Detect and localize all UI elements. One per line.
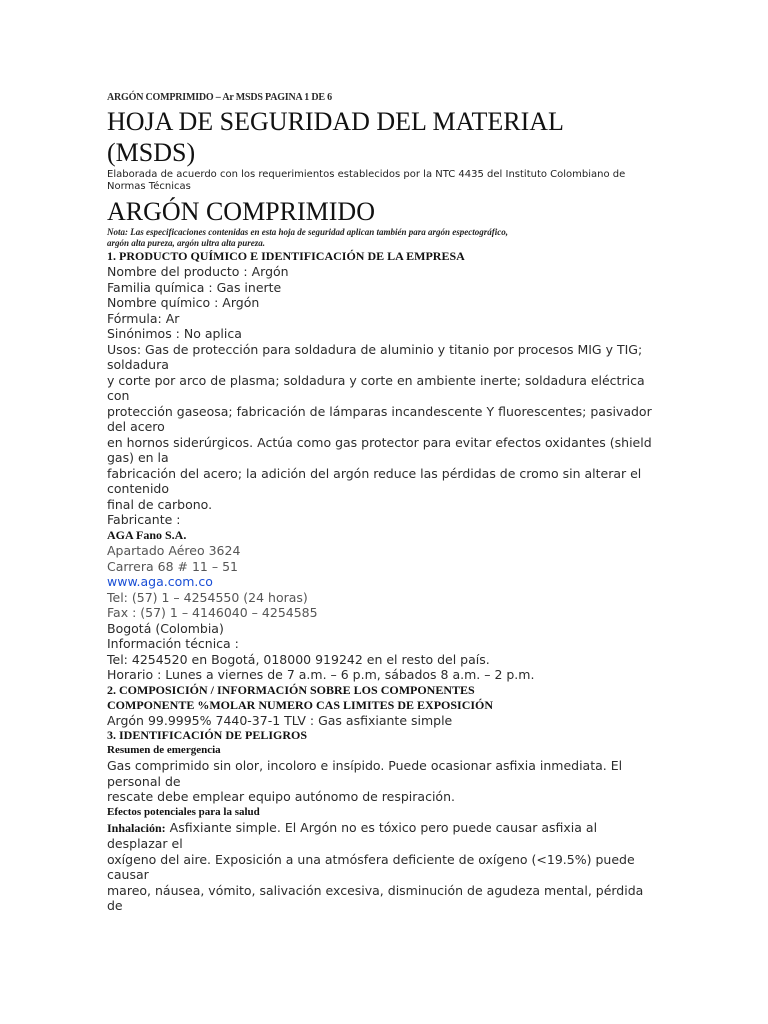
text-line: con	[107, 388, 130, 403]
inhalation-line: causar	[107, 867, 149, 882]
section-2-row: Argón 99.9995% 7440-37-1 TLV : Gas asfixiante simple	[107, 712, 453, 728]
text-line: Nombre químico : Argón	[107, 295, 260, 310]
msds-page	[107, 92, 667, 914]
text-line: Usos: Gas de protección para soldadura de aluminio y titanio por procesos MIG y TIG;	[107, 341, 643, 357]
text-line: del acero	[107, 419, 165, 434]
section-1-heading: 1. PRODUCTO QUÍMICO E IDENTIFICACIÓN DE LA EMPRESA	[107, 249, 465, 263]
text-line: contenido	[107, 481, 170, 496]
note-line-1: Las especificaciones contenidas en esta hoja de seguridad aplican también para argón espectográfico,	[128, 227, 508, 237]
text-line: Sinónimos : No aplica	[107, 326, 242, 341]
emergency-summary-heading: Resumen de emergencia	[107, 744, 221, 756]
text-line: en hornos siderúrgicos. Actúa como gas protector para evitar efectos oxidantes (shield	[107, 434, 652, 450]
section-2-heading: 2. COMPOSICIÓN / INFORMACIÓN SOBRE LOS COMPONENTES	[107, 682, 475, 697]
address-line: Apartado Aéreo 3624	[107, 543, 241, 558]
text-line: Fabricante :	[107, 512, 181, 527]
summary-line: personal de	[107, 773, 181, 789]
text-line: protección gaseosa; fabricación de lámparas incandescente Y fluorescentes; pasivador	[107, 403, 652, 419]
document-title	[107, 106, 667, 168]
inhalation-line: oxígeno del aire. Exposición a una atmósfera deficiente de oxígeno (<19.5%) puede	[107, 851, 635, 867]
section-2-columns: COMPONENTE %MOLAR NUMERO CAS LIMITES DE EXPOSICIÓN	[107, 697, 494, 712]
inhalation-line: mareo, náusea, vómito, salivación excesiva, disminución de agudeza mental, pérdida	[107, 882, 644, 898]
inhalation-line: de	[107, 898, 123, 913]
info-line: Horario : Lunes a viernes de 7 a.m. – 6 p.m, sábados 8 a.m. – 2 p.m.	[107, 667, 535, 682]
document-title-line-2: (MSDS)	[107, 138, 196, 167]
note-line-2: argón alta pureza, argón ultra alta pureza.	[107, 238, 266, 248]
website-link[interactable]: www.aga.com.co	[107, 574, 213, 589]
contact-line: Tel: (57) 1 – 4254550 (24 horas)	[107, 589, 308, 605]
text-line: gas) en la	[107, 450, 169, 465]
address-line: Carrera 68 # 11 – 51	[107, 558, 238, 574]
text-line: final de carbono.	[107, 496, 213, 512]
section-1-body	[107, 264, 667, 683]
inhalation-text: Asfixiante simple. El Argón no es tóxico pero puede causar asfixia al	[165, 819, 598, 835]
product-title: ARGÓN COMPRIMIDO	[107, 197, 375, 226]
note-label: Nota:	[107, 227, 128, 237]
subtitle-line-2: Normas Técnicas	[107, 181, 191, 192]
website-line	[107, 574, 667, 590]
company-name	[107, 528, 667, 544]
inhalation-line	[107, 820, 667, 837]
contact-line: Fax : (57) 1 – 4146040 – 4254585	[107, 605, 318, 620]
info-line: Tel: 4254520 en Bogotá, 018000 919242 en el resto del país.	[107, 651, 490, 667]
text-line: Familia química : Gas inerte	[107, 279, 282, 295]
text-line: Nombre del producto : Argón	[107, 264, 289, 279]
note	[107, 227, 667, 249]
summary-line: rescate debe emplear equipo autónomo de respiración.	[107, 789, 455, 804]
document-subtitle	[107, 169, 667, 193]
section-3-heading: 3. IDENTIFICACIÓN DE PELIGROS	[107, 728, 308, 742]
page-header: ARGÓN COMPRIMIDO – Ar MSDS PAGINA 1 DE 6	[107, 92, 332, 103]
info-line: Información técnica :	[107, 636, 239, 651]
document-title-line-1: HOJA DE SEGURIDAD DEL MATERIAL	[107, 107, 564, 136]
inhalation-label: Inhalación:	[107, 820, 166, 835]
summary-line: Gas comprimido sin olor, incoloro e insípido. Puede ocasionar asfixia inmediata. El	[107, 758, 623, 773]
inhalation-line: desplazar el	[107, 836, 183, 851]
info-line: Bogotá (Colombia)	[107, 620, 224, 636]
text-line: fabricación del acero; la adición del argón reduce las pérdidas de cromo sin alterar el	[107, 465, 642, 481]
company-name-text: AGA Fano S.A.	[107, 527, 187, 542]
health-effects-heading: Efectos potenciales para la salud	[107, 805, 260, 818]
subtitle-line-1: Elaborada de acuerdo con los requerimientos establecidos por la NTC 4435 del Instituto Colombiano de	[107, 169, 626, 180]
text-line: Fórmula: Ar	[107, 310, 180, 326]
text-line: y corte por arco de plasma; soldadura y corte en ambiente inerte; soldadura eléctrica	[107, 372, 645, 388]
text-line: soldadura	[107, 357, 169, 372]
